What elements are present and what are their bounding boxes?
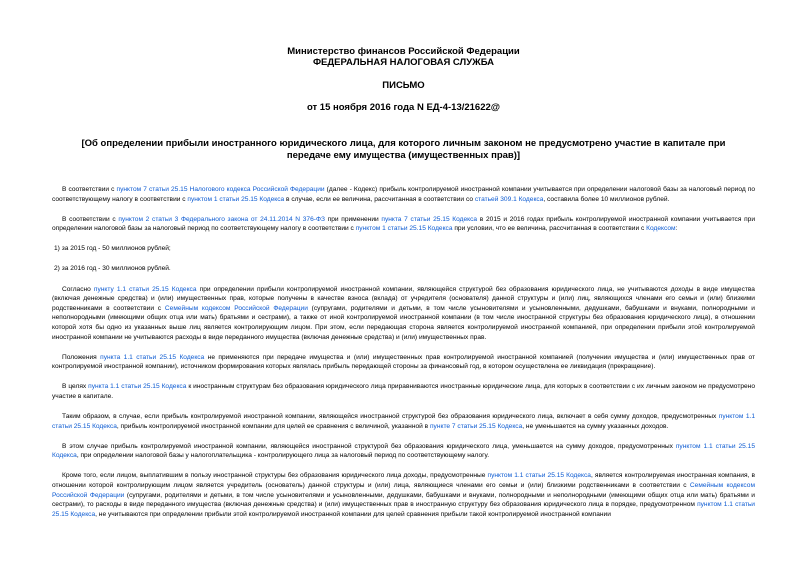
document-date-number: от 15 ноября 2016 года N ЕД-4-13/21622@ [306,102,501,113]
text: не применяются при передаче имущества и (или) имущественных прав контролируемой иностранной компанией (получении имущества и (или) имущественных прав от контролируемой иностранной компании), источником формирования которых являлась прибыль передающей стороны за финансовый год, в котором осуществлена ее ликвидация (прекращение). [52,353,756,371]
text: Кроме того, если лицом, выплатившим в пользу иностранной структуры без образования юридического лица доходы, предусмотренные [62,472,488,480]
text: , составила более 10 миллионов рублей. [543,195,670,203]
text: (супругами, родителями и детьми, в том числе усыновителями и усыновленными, дедушками, бабушками и внуками, полнородными и неполнородными (имеющими общих отца или мать) братьями и сестрами), то расходы в виде переданного имущества (включая денежные средства) и (или) имущественных прав в иностранную структуру без образования юридического лица в порядке, предусмотренном [52,491,755,509]
text: , при определении налоговой базы у налогоплательщика - контролирующего лица за налоговый период по соответствующему налогу. [76,452,490,460]
text: (далее - Кодекс) прибыль контролируемой иностранной компании учитывается при определении налоговой базы за налоговый период по соответствующему налогу в соответствии с [52,186,756,203]
link-tax-code-art-25-15-p7[interactable]: пунктом 7 статьи 25.15 Налогового кодекса Российской Федерации [116,186,325,193]
paragraph-3 [52,285,755,343]
text: Согласно [62,285,94,293]
link-art-309-1[interactable]: статьей 309.1 Кодекса [474,195,544,203]
text: Таким образом, в случае, если прибыль контролируемой иностранной компании, являющейся иностранной структурой без образования юридического лица, включает в себя сумму доходов, предусмотренных [62,413,719,420]
link-art-25-15-p1-1[interactable]: пунктом 1.1 статьи 25.15 Кодекса [487,472,591,480]
paragraph-1 [52,185,755,204]
link-family-code[interactable]: Семейным кодексом Российской Федерации [164,304,308,312]
text: при применении [324,215,382,223]
link-art-25-15-p1[interactable]: пунктом 1 статьи 25.15 Кодекса [355,225,453,233]
text: , прибыль контролируемой иностранной компании для целей ее сравнения с величиной, указанной в [116,422,430,430]
paragraph-2 [52,215,755,234]
link-art-25-15-p7[interactable]: пункта 7 статьи 25.15 Кодекса [381,215,478,223]
paragraph-8 [52,471,755,519]
paragraph-5 [52,382,755,401]
document-type: ПИСЬМО [382,80,425,91]
text: : [675,225,678,233]
text: к иностранным структурам без образования юридического лица приравниваются иностранные юридические лица, для которых в соответствии с их личным законом не предусмотрено участие в капитале. [52,383,755,400]
text: В этом случае прибыль контролируемой иностранной компании, являющейся иностранной структурой без образования юридического лица, уменьшается на сумму доходов, предусмотренных [62,442,676,450]
link-family-code[interactable]: Семейным кодексом Российской Федерации [52,481,755,499]
link-art-25-15-p1-1[interactable]: пунктом 1.1 статьи 25.15 Кодекса [52,442,755,460]
link-art-25-15-p1-1[interactable]: пунктом 1.1 статьи 25.15 Кодекса [52,501,755,518]
link-art-25-15-p1-1[interactable]: пункта 1.1 статьи 25.15 Кодекса [100,353,205,361]
service-name: ФЕДЕРАЛЬНАЯ НАЛОГОВАЯ СЛУЖБА [312,57,495,68]
ministry-name: Министерство финансов Российской Федерации [287,46,520,57]
paragraph-4 [52,353,755,372]
text: при условии, что ее величина, рассчитанная в соответствии с [452,225,647,233]
text: (супругами, родителями и детьми, в том числе усыновителями и усыновленными, дедушками, бабушками и внуками, полнородными и неполнородными (имеющими общих отца или мать) братьями и сестрами), а также от иной контролируемой иностранной компании (в том числе иностранной структуры без образования юридического лица), в отношении которой хотя бы одно из указанных выше лиц является контролирующим лицом. При этом, если передающая сторона является контролируемой иностранной компанией, при определении прибыли этой контролируемой иностранной компании не учитываются расходы в виде переданного имущества (включая денежные средства) и (или) имущественных прав. [52,304,755,341]
text: В соответствии с [62,215,119,223]
text: , не учитываются при определении прибыли этой контролируемой иностранной компании для целей сравнения прибыли такой контролируемой иностранной компании [95,510,611,518]
link-art-25-15-p1[interactable]: пунктом 1 статьи 25.15 Кодекса [187,195,285,203]
link-federal-law-376[interactable]: пунктом 2 статьи 3 Федерального закона от 24.11.2014 N 376-ФЗ [118,215,325,223]
document-title: [Об определении прибыли иностранного юридического лица, для которого личным законом не предусмотрено участие в капитале при передаче ему имущества (имущественных прав)] [81,138,726,161]
link-art-25-15-p1-1[interactable]: пунктом 1.1 статьи 25.15 Кодекса [52,413,755,430]
text: , является контролируемая иностранная компания, в отношении которой контролирующим лицом является учредитель (основатель) данной структуры и (или) лица, являющиеся членами его семьи и (или) близкими родственниками в соответствии с [52,472,755,489]
text: в 2015 и 2016 годах прибыль контролируемой иностранной компании учитывается при определении налоговой базы за налоговый период по соответствующему налогу в соответствии с [52,215,756,233]
paragraph-6 [52,412,755,431]
text: , не уменьшается на сумму указанных доходов. [522,422,669,430]
paragraph-7 [52,442,755,461]
text: в случае, если ее величина, рассчитанная в соответствии со [284,195,475,203]
list-item-2016: 2) за 2016 год - 30 миллионов рублей. [54,265,171,273]
link-art-25-15-p1-1[interactable]: пункта 1.1 статьи 25.15 Кодекса [88,383,187,391]
link-code[interactable]: Кодексом [646,225,676,233]
text: при определении прибыли контролируемой иностранной компании, являющейся структурой без образования юридического лица, не учитываются доходы в виде имущества (включая денежные средства) и (или) имущественных прав, которые получены в качестве взноса (вклада) от учредителя (основателя) данной структуры и (или) лиц, являющихся членами его семьи и (или) близкими родственниками в соответствии с [52,285,755,312]
text: В целях [62,383,89,391]
text: В соответствии с [62,186,117,193]
document-body [52,185,755,519]
list-item-2015: 1) за 2015 год - 50 миллионов рублей; [54,245,171,253]
text: Положения [62,353,101,361]
link-art-25-15-p1-1[interactable]: пункту 1.1 статьи 25.15 Кодекса [93,285,197,293]
link-art-25-15-p7[interactable]: пункте 7 статьи 25.15 Кодекса [429,422,523,430]
